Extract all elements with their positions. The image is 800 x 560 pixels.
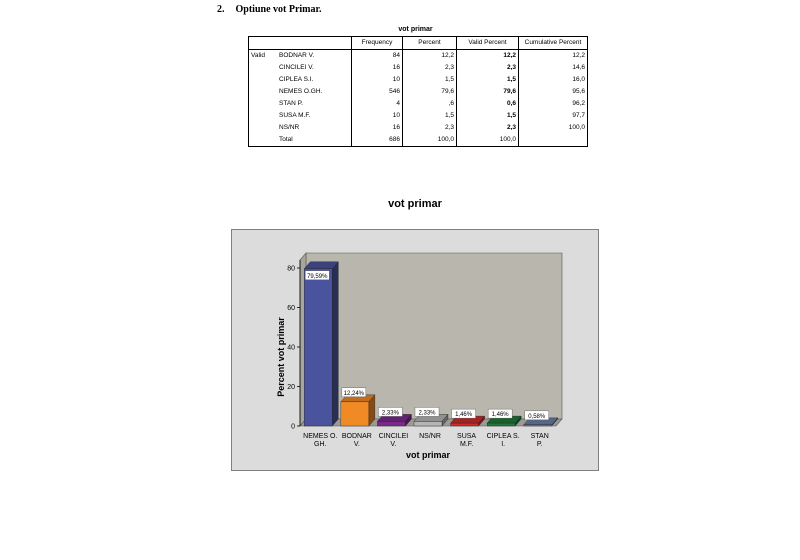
row-label: CIPLEA S.I.	[277, 74, 352, 86]
frequency-table	[248, 36, 588, 147]
x-tick-label: STAN	[530, 433, 549, 440]
x-tick-label: P.	[536, 441, 543, 448]
table-row	[249, 122, 588, 134]
cumulative-percent-cell: 12,2	[519, 50, 588, 63]
header-valid-percent: Valid Percent	[457, 37, 519, 50]
group-label-cell: Valid	[251, 52, 265, 59]
row-label: Total	[277, 134, 352, 147]
table-total-row	[249, 134, 588, 147]
group-label-cell	[249, 74, 278, 86]
table-row	[249, 74, 588, 86]
percent-cell: 1,5	[403, 74, 457, 86]
chart-title: vot primar	[388, 198, 442, 210]
bar	[304, 269, 332, 426]
valid-percent-cell: 79,6	[457, 86, 519, 98]
data-label: 1,46%	[455, 412, 473, 419]
cumulative-percent-cell: 96,2	[519, 98, 588, 110]
x-tick-label: M.F.	[459, 441, 474, 448]
percent-cell: 2,3	[403, 122, 457, 134]
percent-cell: 2,3	[403, 62, 457, 74]
cumulative-percent-cell: 14,6	[519, 62, 588, 74]
percent-cell: 79,6	[403, 86, 457, 98]
data-label: 0,58%	[528, 413, 546, 420]
bar-chart	[232, 230, 598, 470]
row-label: STAN P.	[277, 98, 352, 110]
frequency-cell: 16	[352, 62, 403, 74]
valid-percent-cell: 2,3	[457, 62, 519, 74]
x-tick-label: I.	[501, 441, 506, 448]
x-tick-label: CINCILEI	[378, 433, 409, 440]
table-row	[249, 98, 588, 110]
percent-cell: 12,2	[403, 50, 457, 63]
section-heading	[217, 4, 322, 15]
cumulative-percent-cell: 16,0	[519, 74, 588, 86]
valid-percent-cell: 0,6	[457, 98, 519, 110]
y-tick-label: 80	[287, 265, 295, 273]
percent-cell: ,6	[403, 98, 457, 110]
header-percent: Percent	[403, 37, 457, 50]
y-tick-label: 60	[287, 305, 295, 312]
valid-percent-cell: 1,5	[457, 74, 519, 86]
percent-cell: 100,0	[403, 134, 457, 147]
header-blank	[277, 37, 352, 50]
valid-percent-cell: 100,0	[457, 134, 519, 147]
data-label: 2,33%	[381, 410, 399, 417]
table-row	[249, 86, 588, 98]
group-label-cell	[249, 86, 278, 98]
x-tick-label: SUSA	[457, 433, 477, 440]
bar-top	[304, 262, 338, 269]
x-tick-label: CIPLEA S.	[486, 433, 520, 440]
group-label-cell	[249, 122, 278, 134]
y-tick-label: 0	[291, 423, 295, 431]
x-axis-title: vot primar	[405, 450, 451, 460]
section-number: 2.	[217, 4, 225, 15]
cumulative-percent-cell: 97,7	[519, 110, 588, 122]
row-label: SUSA M.F.	[277, 110, 352, 122]
table-row	[249, 110, 588, 122]
y-axis-title: Percent vot primar	[276, 317, 286, 397]
row-label: CINCILEI V.	[277, 62, 352, 74]
valid-percent-cell: 1,5	[457, 110, 519, 122]
frequency-cell: 84	[352, 50, 403, 63]
frequency-cell: 4	[352, 98, 403, 110]
valid-percent-cell: 12,2	[457, 50, 519, 63]
x-tick-label: V.	[353, 441, 360, 448]
table-body	[249, 50, 588, 147]
valid-percent-cell: 2,3	[457, 122, 519, 134]
x-tick-label: NEMES O.	[303, 433, 338, 440]
data-label: 1,46%	[491, 412, 509, 419]
bar	[451, 423, 479, 426]
percent-cell: 1,5	[403, 110, 457, 122]
data-label: 2,33%	[418, 410, 436, 417]
row-label: NEMES O.GH.	[277, 86, 352, 98]
group-label-cell	[249, 110, 278, 122]
group-label-cell	[249, 62, 278, 74]
x-tick-label: GH.	[314, 441, 327, 448]
data-label: 12,24%	[343, 390, 365, 397]
chart-frame	[231, 229, 599, 471]
x-tick-label: V.	[390, 441, 397, 448]
cumulative-percent-cell: 100,0	[519, 122, 588, 134]
table-row	[249, 50, 588, 63]
table-row	[249, 62, 588, 74]
data-label: 79,59%	[307, 273, 328, 280]
cumulative-percent-cell: 95,6	[519, 86, 588, 98]
y-tick-label: 20	[287, 384, 295, 391]
bar	[377, 421, 405, 426]
table-title: vot primar	[398, 26, 433, 33]
frequency-cell: 546	[352, 86, 403, 98]
frequency-cell: 10	[352, 74, 403, 86]
bar	[341, 402, 369, 426]
bar	[414, 421, 442, 426]
x-tick-label: NS/NR	[419, 433, 441, 440]
group-label-cell	[249, 98, 278, 110]
row-label: NS/NR	[277, 122, 352, 134]
row-label: BODNAR V.	[277, 50, 352, 63]
bar-side	[332, 262, 338, 426]
bar	[487, 423, 515, 426]
x-tick-label: BODNAR	[341, 433, 372, 440]
group-label-cell	[249, 134, 278, 147]
header-blank	[249, 37, 278, 50]
table-header-row	[249, 37, 588, 50]
bar	[524, 425, 552, 426]
header-frequency: Frequency	[352, 37, 403, 50]
frequency-cell: 16	[352, 122, 403, 134]
section-title: Optiune vot Primar.	[235, 4, 322, 15]
header-cumulative-percent: Cumulative Percent	[519, 37, 588, 50]
frequency-cell: 686	[352, 134, 403, 147]
cumulative-percent-cell	[519, 134, 588, 147]
y-tick-label: 40	[287, 344, 295, 352]
frequency-cell: 10	[352, 110, 403, 122]
